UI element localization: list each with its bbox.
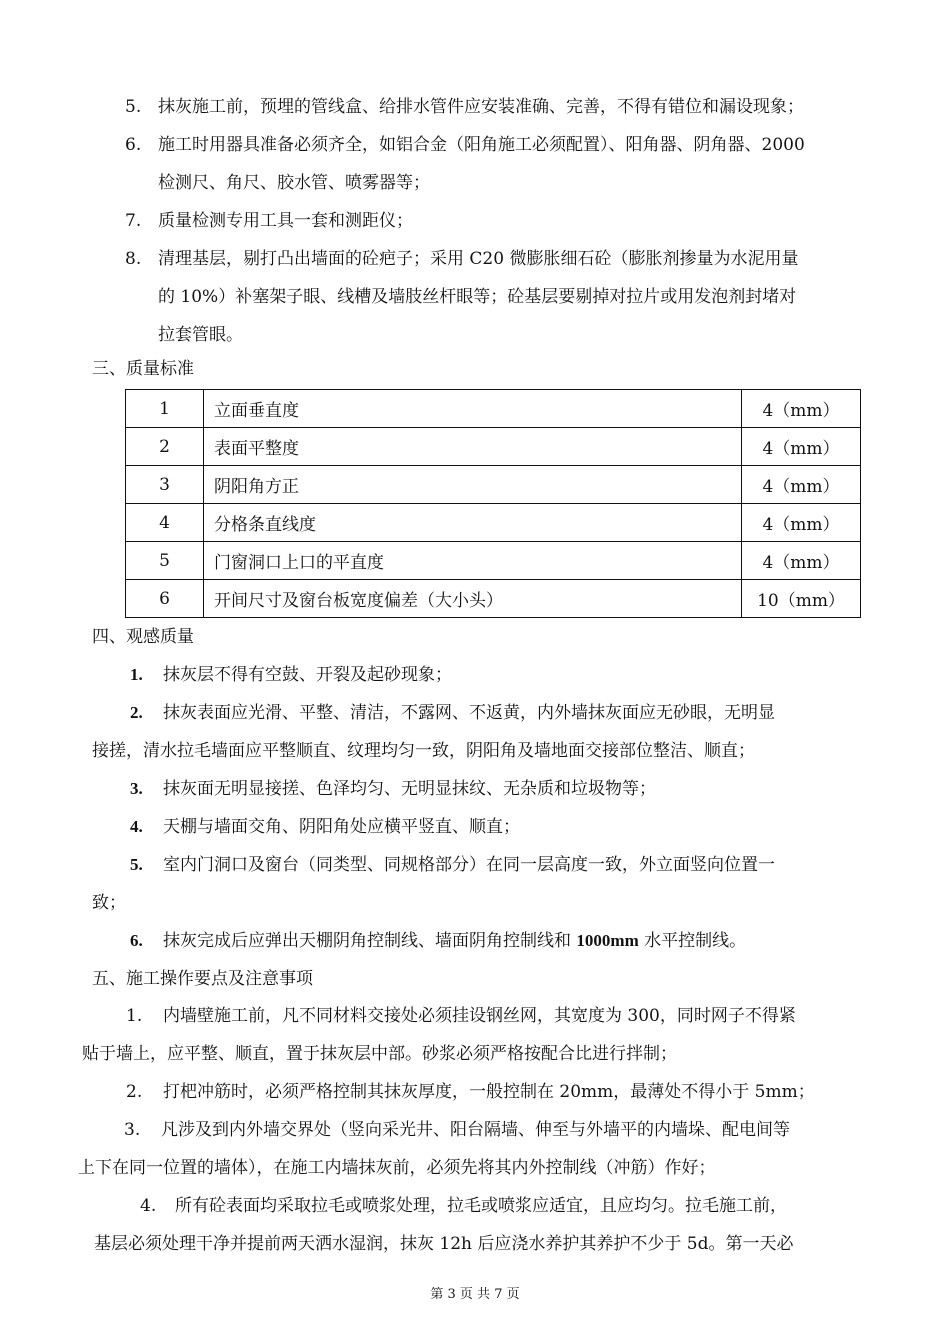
- row-tolerance: 4（mm）: [742, 466, 861, 504]
- table-row: [126, 580, 861, 618]
- appearance-item-6: 6. 抹灰完成后应弹出天棚阴角控制线、墙面阴角控制线和 1000mm 水平控制线。: [130, 931, 747, 951]
- section5-heading: 五、施工操作要点及注意事项: [92, 969, 313, 989]
- row-number: 1: [126, 390, 204, 428]
- row-number: 5: [126, 542, 204, 580]
- operation-item-4: 4. 所有砼表面均采取拉毛或喷浆处理，拉毛或喷浆应适宜，且应均匀。拉毛施工前，: [140, 1196, 787, 1216]
- quality-standard-table: [125, 389, 861, 618]
- row-tolerance: 4（mm）: [742, 428, 861, 466]
- prep-item-6: 6. 施工时用器具准备必须齐全，如铝合金（阳角施工必须配置）、阳角器、阴角器、2000: [125, 135, 805, 155]
- appearance-item-4: 4. 天棚与墙面交角、阴阳角处应横平竖直、顺直；: [130, 817, 520, 837]
- row-item: 开间尺寸及窗台板宽度偏差（大小头）: [204, 580, 742, 618]
- operation-item-3: 3. 凡涉及到内外墙交界处（竖向采光井、阳台隔墙、伸至与外墙平的内墙垛、配电间等: [124, 1120, 790, 1140]
- appearance-item-5: 5. 室内门洞口及窗台（同类型、同规格部分）在同一层高度一致，外立面竖向位置一: [130, 855, 775, 875]
- operation-item-1-cont: 贴于墙上，应平整、顺直，置于抹灰层中部。砂浆必须严格按配合比进行拌制；: [82, 1044, 677, 1064]
- row-item: 门窗洞口上口的平直度: [204, 542, 742, 580]
- operation-item-1: 1. 内墙壁施工前，凡不同材料交接处必须挂设钢丝网，其宽度为 300，同时网子不得紧: [126, 1006, 796, 1026]
- prep-item-8-cont: 的 10%）补塞架子眼、线槽及墙肢丝杆眼等；砼基层要剔掉对拉片或用发泡剂封堵对: [158, 287, 797, 307]
- appearance-item-2: 2. 抹灰表面应光滑、平整、清洁，不露网、不返黄，内外墙抹灰面应无砂眼，无明显: [130, 703, 775, 723]
- section4-heading: 四、观感质量: [92, 627, 194, 647]
- row-number: 6: [126, 580, 204, 618]
- section3-heading: 三、质量标准: [92, 359, 194, 379]
- row-item: 表面平整度: [204, 428, 742, 466]
- row-number: 4: [126, 504, 204, 542]
- prep-item-5: 5. 抹灰施工前，预埋的管线盒、给排水管件应安装准确、完善，不得有错位和漏设现象；: [125, 97, 804, 117]
- row-tolerance: 10（mm）: [742, 580, 861, 618]
- row-item: 分格条直线度: [204, 504, 742, 542]
- table-row: [126, 542, 861, 580]
- appearance-item-1: 1. 抹灰层不得有空鼓、开裂及起砂现象；: [130, 665, 452, 685]
- prep-item-6-cont: 检测尺、角尺、胶水管、喷雾器等；: [158, 173, 430, 193]
- appearance-item-2-cont: 接搓，清水拉毛墙面应平整顺直、纹理均匀一致，阴阳角及墙地面交接部位整洁、顺直；: [92, 741, 755, 761]
- row-tolerance: 4（mm）: [742, 504, 861, 542]
- row-tolerance: 4（mm）: [742, 542, 861, 580]
- row-tolerance: 4（mm）: [742, 390, 861, 428]
- prep-item-7: 7. 质量检测专用工具一套和测距仪；: [125, 211, 413, 231]
- row-number: 2: [126, 428, 204, 466]
- page-footer: 第 3 页 共 7 页: [430, 1287, 520, 1302]
- appearance-item-5-cont: 致；: [92, 893, 126, 913]
- prep-item-8: 8. 清理基层，剔打凸出墙面的砼疤子；采用 C20 微膨胀细石砼（膨胀剂掺量为水泥用量: [125, 249, 799, 269]
- table-row: [126, 428, 861, 466]
- prep-item-8-cont2: 拉套管眼。: [158, 325, 243, 345]
- operation-item-2: 2. 打杷冲筋时，必须严格控制其抹灰厚度，一般控制在 20mm，最薄处不得小于 5mm；: [126, 1082, 815, 1102]
- table-row: [126, 390, 861, 428]
- table-row: [126, 504, 861, 542]
- operation-item-4-cont: 基层必须处理干净并提前两天洒水湿润，抹灰 12h 后应浇水养护其养护不少于 5d。第一天必: [94, 1234, 794, 1254]
- appearance-item-3: 3. 抹灰面无明显接搓、色泽均匀、无明显抹纹、无杂质和垃圾物等；: [130, 779, 656, 799]
- table-row: [126, 466, 861, 504]
- row-item: 立面垂直度: [204, 390, 742, 428]
- operation-item-3-cont: 上下在同一位置的墙体），在施工内墙抹灰前，必须先将其内外控制线（冲筋）作好；: [78, 1158, 716, 1178]
- row-item: 阴阳角方正: [204, 466, 742, 504]
- row-number: 3: [126, 466, 204, 504]
